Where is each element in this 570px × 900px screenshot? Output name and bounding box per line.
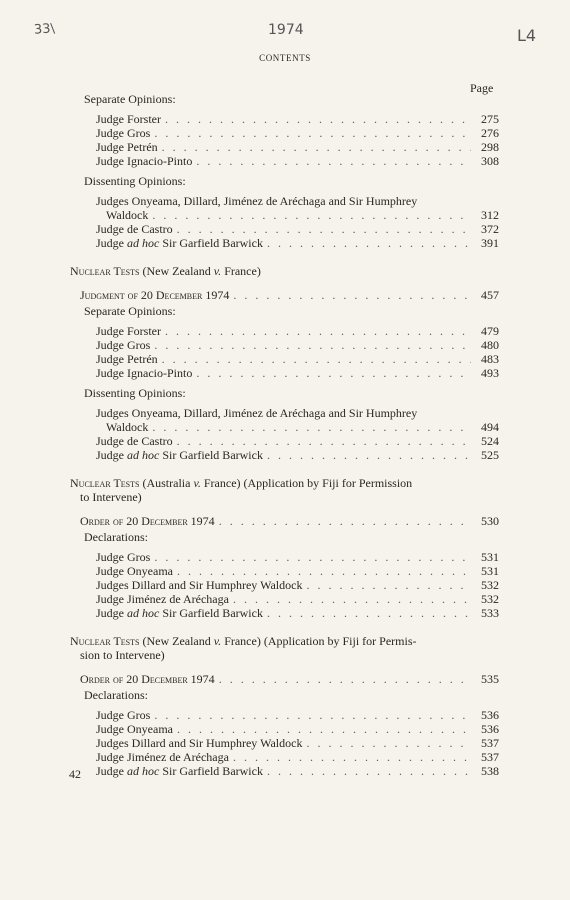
toc-entry: Judge Gros . . . 531: [74, 550, 499, 564]
toc-entry: Judge ad hoc Sir Garfield Barwick . . . 525: [74, 448, 499, 462]
running-header: CONTENTS: [259, 53, 311, 63]
case-title-continued: to Intervene): [80, 490, 142, 504]
handwritten-annotation-year: 1974: [268, 22, 304, 38]
toc-entry: Judge Onyeama . . . 531: [74, 564, 499, 578]
toc-entry: Judge Forster . . . 275: [74, 112, 499, 126]
toc-entry: Judge Petrén . . . 483: [74, 352, 499, 366]
section-heading: Separate Opinions:: [84, 304, 176, 318]
toc-entry: Judge ad hoc Sir Garfield Barwick . . . 391: [74, 236, 499, 250]
toc-entry-judgment: Judgment of 20 December 1974 . . . 457: [74, 288, 499, 302]
section-heading: Dissenting Opinions:: [84, 174, 186, 188]
toc-entry-line: Judges Onyeama, Dillard, Jiménez de Aréchaga and Sir Humphrey: [96, 406, 418, 420]
toc-entry-order: Order of 20 December 1974 . . . 535: [74, 672, 499, 686]
toc-entry: Judge Gros . . . 536: [74, 708, 499, 722]
toc-entry: Judge Ignacio-Pinto . . . 493: [74, 366, 499, 380]
toc-entry: Judge de Castro . . . 372: [74, 222, 499, 236]
toc-entry: Judge Gros . . . 480: [74, 338, 499, 352]
case-title: Nuclear Tests (Australia v. France) (Application by Fiji for Permission: [70, 476, 413, 490]
case-title: Nuclear Tests (New Zealand v. France): [70, 264, 261, 278]
section-heading: Separate Opinions:: [84, 92, 176, 106]
toc-entry-line: Judges Onyeama, Dillard, Jiménez de Aréchaga and Sir Humphrey: [96, 194, 418, 208]
toc-entry: Judge Jiménez de Aréchaga . . . 532: [74, 592, 499, 606]
page-number: 42: [69, 767, 81, 781]
handwritten-annotation-left: 33\: [33, 21, 56, 38]
toc-entry: Judges Dillard and Sir Humphrey Waldock . . . 537: [74, 736, 499, 750]
toc-entry: Judge Gros . . . 276: [74, 126, 499, 140]
handwritten-annotation-right: L4: [517, 26, 537, 45]
case-title-continued: sion to Intervene): [80, 648, 165, 662]
section-heading: Dissenting Opinions:: [84, 386, 186, 400]
toc-entry: Judge Forster . . . 479: [74, 324, 499, 338]
toc-entry: Judge ad hoc Sir Garfield Barwick . . . 538: [74, 764, 499, 778]
toc-entry: Judge Ignacio-Pinto . . . 308: [74, 154, 499, 168]
toc-entry: Judges Dillard and Sir Humphrey Waldock . . . 532: [74, 578, 499, 592]
section-heading: Declarations:: [84, 688, 148, 702]
page-column-heading: Page: [470, 81, 494, 95]
toc-entry: Waldock . . . 494: [74, 420, 499, 434]
section-heading: Declarations:: [84, 530, 148, 544]
toc-entry: Judge Petrén . . . 298: [74, 140, 499, 154]
case-title: Nuclear Tests (New Zealand v. France) (Application by Fiji for Permis-: [70, 634, 417, 648]
toc-entry: Judge ad hoc Sir Garfield Barwick . . . 533: [74, 606, 499, 620]
toc-entry: Judge Onyeama . . . 536: [74, 722, 499, 736]
toc-entry: Waldock . . . 312: [74, 208, 499, 222]
toc-entry-order: Order of 20 December 1974 . . . 530: [74, 514, 499, 528]
toc-entry: Judge Jiménez de Aréchaga . . . 537: [74, 750, 499, 764]
toc-entry: Judge de Castro . . . 524: [74, 434, 499, 448]
